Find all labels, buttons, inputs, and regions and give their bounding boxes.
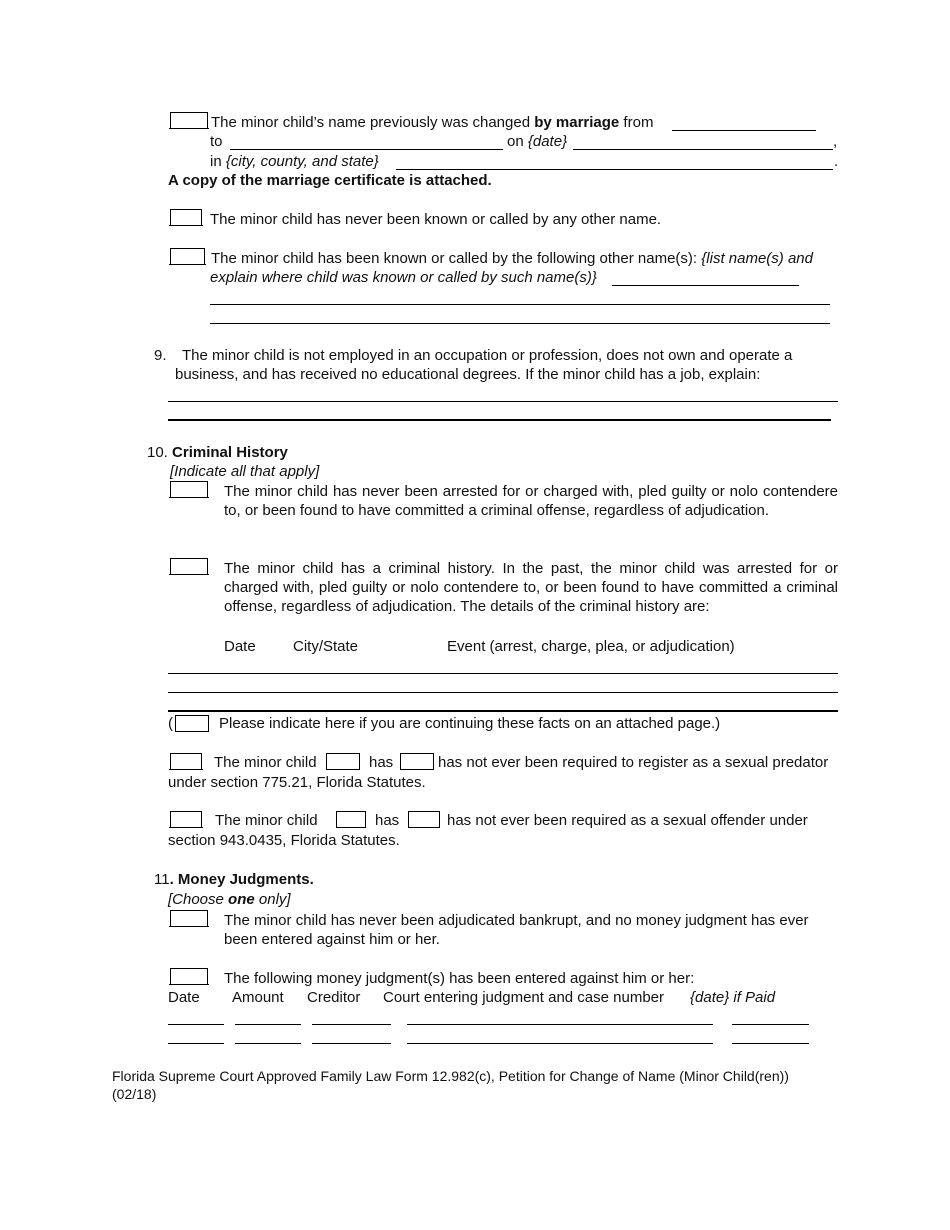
marriage-name-change-checkbox[interactable] xyxy=(170,112,208,128)
j-row2-date[interactable] xyxy=(168,1043,224,1044)
other-names-field-1[interactable] xyxy=(612,268,799,286)
j-row1-creditor[interactable] xyxy=(312,1024,391,1025)
other-names-field-2[interactable] xyxy=(210,287,830,305)
footer-line1: Florida Supreme Court Approved Family Law Form 12.982(c), Petition for Change of Name (Minor Child(ren)) xyxy=(112,1068,789,1084)
continue-attached-checkbox[interactable] xyxy=(175,715,209,732)
offender-text-c: section 943.0435, Florida Statutes. xyxy=(168,832,400,849)
on-date-label: on {date} xyxy=(507,133,568,150)
period: . xyxy=(834,153,839,170)
col-date: Date xyxy=(224,638,256,655)
criminal-history-checkbox[interactable] xyxy=(170,558,208,574)
in-place-label: in {city, county, and state} xyxy=(210,153,379,170)
j-row2-court[interactable] xyxy=(407,1043,713,1044)
offender-text-b: has not ever been required as a sexual offender under xyxy=(447,812,808,829)
item9-line1: The minor child is not employed in an occupation or profession, does not own and operate a xyxy=(182,347,793,364)
never-bankrupt-line2: been entered against him or her. xyxy=(224,931,440,948)
former-name-field[interactable] xyxy=(672,113,816,131)
item10-heading: 10. Criminal History xyxy=(147,444,288,461)
never-arrested-checkbox[interactable] xyxy=(170,481,208,497)
predator-text-c: under section 775.21, Florida Statutes. xyxy=(168,774,426,791)
other-names-text: The minor child has been known or called by the following other name(s): {list name(s) and xyxy=(211,250,813,267)
other-names-hint: explain where child was known or called by such name(s)} xyxy=(210,269,597,286)
to-label: to xyxy=(210,133,223,150)
j-row2-paid[interactable] xyxy=(732,1043,809,1044)
j-col-creditor: Creditor xyxy=(307,989,361,1006)
judgments-checkbox[interactable] xyxy=(170,968,208,984)
item9-number: 9. xyxy=(154,347,167,364)
offender-has-checkbox[interactable] xyxy=(336,811,366,828)
predator-text-a: The minor child xyxy=(214,754,317,771)
j-col-paid: {date} if Paid xyxy=(690,989,776,1006)
j-row1-amount[interactable] xyxy=(235,1024,301,1025)
predator-has-not-checkbox[interactable] xyxy=(400,753,434,770)
sexual-offender-checkbox[interactable] xyxy=(170,811,202,827)
item11-hint: [Choose one only] xyxy=(168,891,291,908)
j-row1-date[interactable] xyxy=(168,1024,224,1025)
comma: , xyxy=(833,133,838,150)
j-col-amount: Amount xyxy=(232,989,284,1006)
item10-hint: [Indicate all that apply] xyxy=(170,463,320,480)
never-arrested-text: The minor child has never been arrested for or charged with, pled guilty or nolo contendere to, or been found to have committed a criminal offense, regardless of adjudication. xyxy=(224,483,838,519)
col-city-state: City/State xyxy=(293,638,359,655)
j-row2-creditor[interactable] xyxy=(312,1043,391,1044)
new-name-field[interactable] xyxy=(230,132,503,150)
judgments-text: The following money judgment(s) has been entered against him or her: xyxy=(224,970,695,987)
history-line-3[interactable] xyxy=(168,710,838,712)
continue-paren: ( xyxy=(168,715,173,732)
marriage-name-change-text: The minor child’s name previously was changed by marriage from xyxy=(211,114,654,131)
j-row2-amount[interactable] xyxy=(235,1043,301,1044)
history-line-2[interactable] xyxy=(168,692,838,693)
criminal-history-text: The minor child has a criminal history. In the past, the minor child was arrested for or charged with, pled guilty or nolo contendere to, or been found to have committed a criminal offense, regardless of adjudication. The details of the criminal history are: xyxy=(224,560,838,615)
certificate-note: A copy of the marriage certificate is attached. xyxy=(168,172,492,189)
marriage-place-field[interactable] xyxy=(396,152,833,170)
never-known-text: The minor child has never been known or called by any other name. xyxy=(210,211,662,228)
j-row1-paid[interactable] xyxy=(732,1024,809,1025)
other-names-field-3[interactable] xyxy=(210,306,830,324)
item9-line2: business, and has received no educational degrees. If the minor child has a job, explain: xyxy=(175,366,761,383)
predator-has-checkbox[interactable] xyxy=(326,753,360,770)
job-explain-line-2[interactable] xyxy=(168,419,831,421)
j-row1-court[interactable] xyxy=(407,1024,713,1025)
predator-text-b: has not ever been required to register as a sexual predator xyxy=(438,754,829,771)
continue-text: Please indicate here if you are continuing these facts on an attached page.) xyxy=(219,715,721,732)
footer-line2: (02/18) xyxy=(112,1086,157,1102)
j-col-court: Court entering judgment and case number xyxy=(383,989,665,1006)
offender-has-not-checkbox[interactable] xyxy=(408,811,440,828)
j-col-date: Date xyxy=(168,989,200,1006)
sexual-predator-checkbox[interactable] xyxy=(170,753,202,769)
job-explain-line-1[interactable] xyxy=(168,401,838,402)
other-names-checkbox[interactable] xyxy=(170,248,205,264)
history-line-1[interactable] xyxy=(168,673,838,674)
never-bankrupt-checkbox[interactable] xyxy=(170,910,208,926)
marriage-date-field[interactable] xyxy=(573,132,833,150)
never-bankrupt-line1: The minor child has never been adjudicated bankrupt, and no money judgment has ever xyxy=(224,912,809,929)
item11-heading: 11. Money Judgments. xyxy=(154,871,314,888)
col-event: Event (arrest, charge, plea, or adjudication) xyxy=(447,638,735,655)
offender-text-a: The minor child xyxy=(215,812,318,829)
offender-has: has xyxy=(375,812,400,829)
predator-has: has xyxy=(369,754,394,771)
never-known-checkbox[interactable] xyxy=(170,209,202,225)
